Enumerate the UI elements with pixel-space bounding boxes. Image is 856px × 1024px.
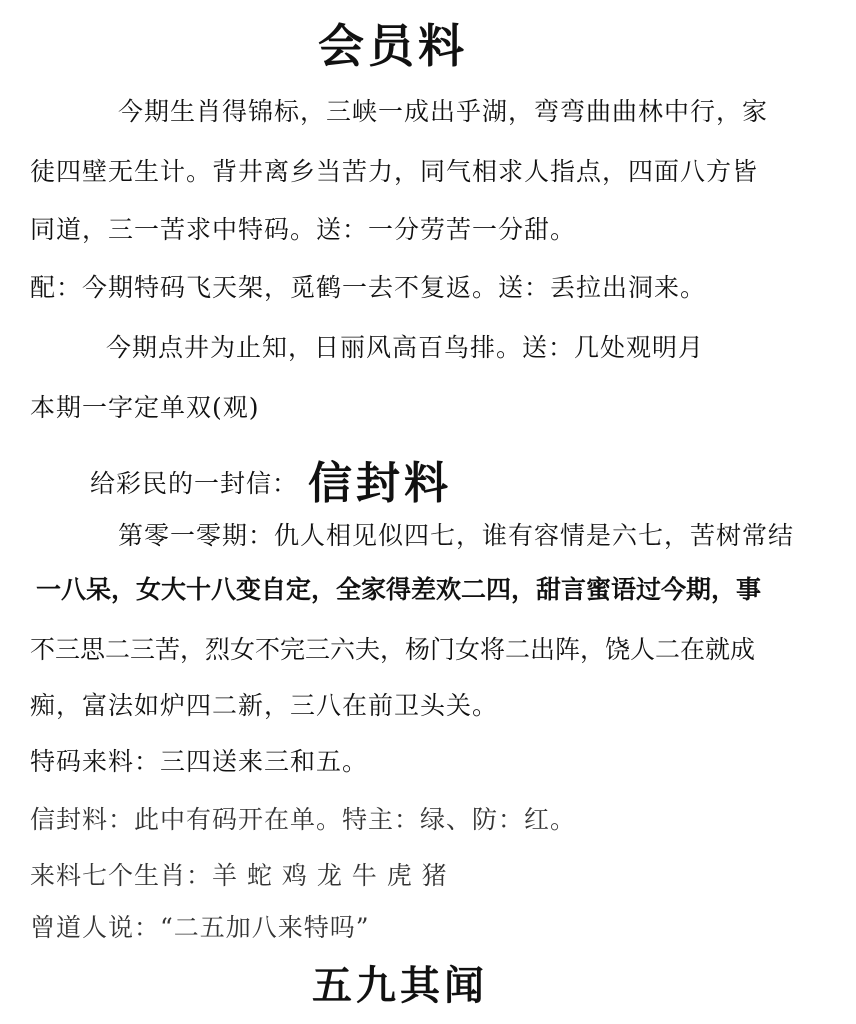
member-title: 会员料 [318,19,468,73]
member-line-5: 今期点井为止知，日丽风高百鸟排。送：几处观明月 [106,333,705,362]
letter-intro: 给彩民的一封信： [90,469,299,498]
letter-title: 信封料 [308,458,453,509]
footer-title: 五九其闻 [312,962,488,1009]
letter-line-6: 信封料：此中有码开在单。特主：绿、防：红。 [30,805,577,834]
letter-line-5: 特码来料：三四送来三和五。 [30,747,369,776]
letter-line-1: 第零一零期：仇人相见似四七，谁有容情是六七，苦树常结 [118,521,795,550]
letter-line-4: 痴，富法如炉四二新，三八在前卫头关。 [30,691,499,720]
letter-heading [90,456,452,512]
letter-line-3: 不三思二三苦，烈女不完三六夫，杨门女将二出阵，饶人二在就成 [30,635,756,664]
letter-line-7: 来料七个生肖：羊 蛇 鸡 龙 牛 虎 猪 [30,861,448,890]
member-line-2: 徒四壁无生计。背井离乡当苦力，同气相求人指点，四面八方皆 [30,157,759,186]
member-line-1: 今期生肖得锦标，三峡一成出乎湖，弯弯曲曲林中行，家 [118,97,769,126]
member-line-4: 配：今期特码飞天架，觅鹤一去不复返。送：丢拉出洞来。 [30,273,707,302]
letter-line-2: 一八呆，女大十八变自定，全家得差欢二四，甜言蜜语过今期，事 [36,575,762,604]
member-line-6: 本期一字定单双(观) [30,393,260,422]
letter-line-8: 曾道人说：“二五加八来特吗” [30,913,370,942]
member-line-3: 同道，三一苦求中特码。送：一分劳苦一分甜。 [30,215,577,244]
